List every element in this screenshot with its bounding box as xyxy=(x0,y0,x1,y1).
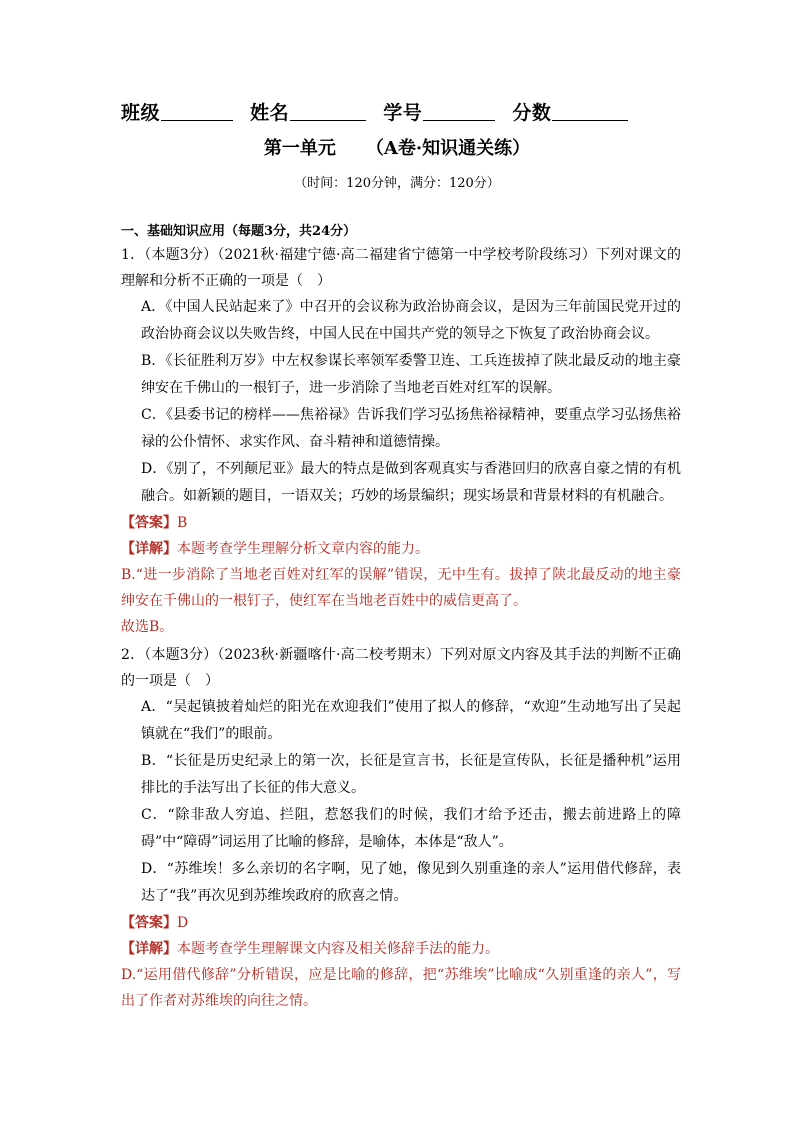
detail-body: B.“进一步消除了当地老百姓对红军的误解”错误，无中生有。拔掉了陕北最反动的地主豪绅安在千佛山的一根钉子，使红军在当地老百姓中的威信更高了。 xyxy=(121,567,681,609)
name-label: 姓名 xyxy=(250,102,290,124)
detail-line xyxy=(121,536,681,562)
detail-line xyxy=(121,936,681,962)
id-blank xyxy=(423,103,495,121)
detail-intro: 本题考查学生理解课文内容及相关修辞手法的能力。 xyxy=(177,941,499,957)
answer-value: D xyxy=(177,915,189,931)
id-label: 学号 xyxy=(383,102,423,124)
class-blank xyxy=(161,103,233,121)
score-blank xyxy=(552,103,628,121)
student-info-line xyxy=(121,98,681,125)
question-2 xyxy=(121,642,681,1014)
option-b: B．“长征是历史纪录上的第一次，长征是宣言书，长征是宣传队，长征是播种机”运用排比的手法写出了长征的伟大意义。 xyxy=(141,753,681,796)
option-d: D．《别了，不列颠尼亚》最大的特点是做到客观真实与香港回归的欣喜自豪之情的有机融合。如新颖的题目，一语双关；巧妙的场景编织；现实场景和背景材料的有机融合。 xyxy=(141,461,681,504)
option-a: A．“吴起镇披着灿烂的阳光在欢迎我们”使用了拟人的修辞，“欢迎”生动地写出了吴起镇就在“我们”的眼前。 xyxy=(141,699,681,742)
answer-value: B xyxy=(177,515,188,531)
question-content xyxy=(121,222,681,1014)
detail-conclusion: 故选B。 xyxy=(121,619,174,635)
option-d: D．“苏维埃！多么亲切的名字啊，见了她，像见到久别重逢的亲人”运用借代修辞，表达了“我”再次见到苏维埃政府的欣喜之情。 xyxy=(141,861,681,904)
question-stem: 1．（本题3分）（2021秋·福建宁德·高二福建省宁德第一中学校考阶段练习）下列对课文的理解和分析不正确的一项是（ ） xyxy=(121,247,681,289)
class-label: 班级 xyxy=(121,102,161,124)
score-label: 分数 xyxy=(512,102,552,124)
unit-title xyxy=(0,134,794,160)
detail-intro: 本题考查学生理解分析文章内容的能力。 xyxy=(177,541,429,557)
class-field xyxy=(121,98,233,125)
answer-tag: 【答案】 xyxy=(121,515,177,531)
detail-body: D.“运用借代修辞”分析错误，应是比喻的修辞，把“苏维埃”比喻成“久别重逢的亲人”，写出了作者对苏维埃的向往之情。 xyxy=(121,967,681,1009)
question-stem: 2．（本题3分）（2023秋·新疆喀什·高二校考期末）下列对原文内容及其手法的判断不正确的一项是（ ） xyxy=(121,647,681,689)
unit-name: 第一单元 xyxy=(263,138,336,159)
option-b: B．《长征胜利万岁》中左权参谋长率领军委警卫连、工兵连拔掉了陕北最反动的地主豪绅安在千佛山的一根钉子，进一步消除了当地老百姓对红军的误解。 xyxy=(141,353,681,396)
answer-tag: 【答案】 xyxy=(121,915,177,931)
option-c: C．“除非敌人穷追、拦阻，惹怒我们的时候，我们才给予还击，搬去前进路上的障碍”中“障碍”词运用了比喻的修辞，是喻体，本体是“敌人”。 xyxy=(141,807,681,850)
id-field xyxy=(383,98,495,125)
name-blank xyxy=(290,103,366,121)
unit-subtitle: （A卷·知识通关练） xyxy=(365,138,531,159)
answer-line xyxy=(121,910,681,936)
section-heading: 一、基础知识应用（每题3分，共24分） xyxy=(121,224,357,239)
score-field xyxy=(512,98,628,125)
option-c: C．《县委书记的榜样——焦裕禄》告诉我们学习弘扬焦裕禄精神，要重点学习弘扬焦裕禄的公仆情怀、求实作风、奋斗精神和道德情操。 xyxy=(141,407,681,450)
question-1 xyxy=(121,242,681,640)
detail-tag: 【详解】 xyxy=(121,541,177,557)
time-note: （时间：120分钟，满分：120分） xyxy=(294,176,500,191)
answer-line xyxy=(121,510,681,536)
detail-tag: 【详解】 xyxy=(121,941,177,957)
name-field xyxy=(250,98,366,125)
option-a: A．《中国人民站起来了》中召开的会议称为政治协商会议，是因为三年前国民党开过的政治协商会议以失败告终，中国人民在中国共产党的领导之下恢复了政治协商会议。 xyxy=(141,299,681,342)
